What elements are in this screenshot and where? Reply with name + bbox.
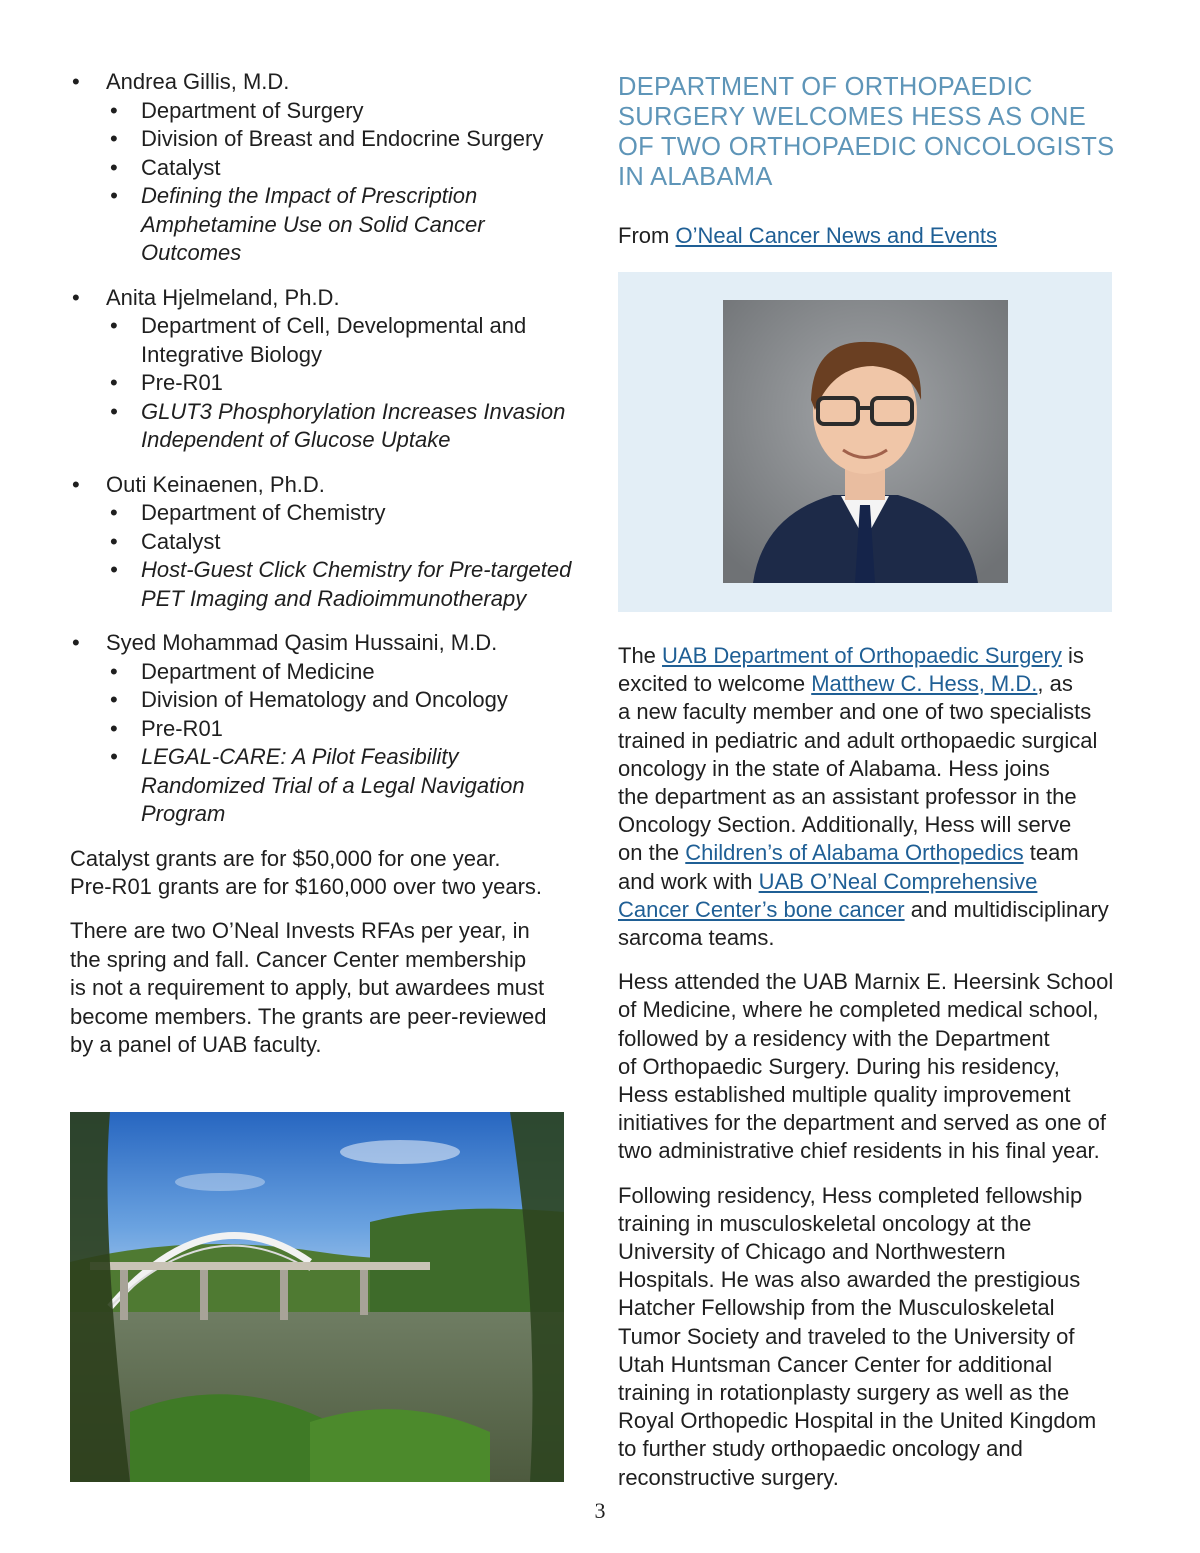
bullet: • [72, 630, 80, 655]
awardee-detail: Catalyst [141, 154, 221, 180]
awardee-detail: Pre-R01 [141, 370, 223, 395]
page-number: 3 [594, 1498, 606, 1523]
project-title: • GLUT3 Phosphorylation Increases Invasion Independent of Glucose Uptake [110, 398, 566, 452]
right-column [618, 72, 1138, 1508]
left-column [70, 68, 590, 1075]
project-title: • Defining the Impact of Prescription Amphetamine Use on Solid Cancer Outcomes [110, 183, 485, 265]
awardee-list [70, 68, 590, 829]
article-paragraph-3: Following residency, Hess completed fellowship training in musculoskeletal oncology at the University of Chicago and Northwestern Hospitals. He was also awarded the prestigious Hatcher Fellowship from the Musculoskeletal Tumor Society and traveled to the University of Utah Huntsman Cancer Center for additional training in rotationplasty surgery as well as the Royal Orthopedic Hospital in the United Kingdom to further study orthopaedic oncology and reconstructive surgery. [618, 1182, 1097, 1490]
awardee-name: Outi Keinaenen, Ph.D. [106, 471, 325, 497]
matthew-hess-link[interactable]: Matthew C. Hess, M.D. [811, 671, 1038, 697]
awardee-detail: Pre-R01 [141, 715, 223, 741]
awardee-detail: Department of Chemistry [141, 500, 386, 525]
orthopaedic-surgery-link[interactable]: UAB Department of Orthopaedic Surgery [662, 643, 1062, 668]
awardee-name: Andrea Gillis, M.D. [106, 69, 290, 94]
awardee-detail: Division of Breast and Endocrine Surgery [141, 126, 544, 151]
bullet: • [72, 284, 80, 310]
rfa-paragraph: There are two O’Neal Invests RFAs per year, in the spring and fall. Cancer Center membership is not a requirement to apply, but awardees must become members. The grants are peer-reviewed by a panel of UAB faculty. [70, 918, 547, 1057]
awardee-detail: Department of Medicine [141, 658, 375, 684]
bullet: • [72, 69, 80, 94]
source-link[interactable]: O’Neal Cancer News and Events [675, 223, 998, 248]
awardee-detail: Department of Cell, Developmental and [141, 313, 527, 338]
awardee-name: Anita Hjelmeland, Ph.D. [106, 284, 340, 310]
awardee-detail: Division of Hematology and Oncology [141, 687, 508, 712]
list-item: • Outi Keinaenen, Ph.D. • Department of Chemistry • Catalyst • Host-Guest Click Chemistry for Pre-targeted PET Imaging and Radioimmunotherapy [70, 471, 590, 614]
childrens-orthopedics-link[interactable]: Children’s of Alabama Orthopedics [685, 840, 1024, 866]
list-item: • Anita Hjelmeland, Ph.D. • Department of Cell, Developmental and Integrative Biology • Pre-R01 • GLUT3 Phosphorylation Increases Invasion Independent of Glucose Uptake [70, 284, 590, 455]
article-paragraph-2: Hess attended the UAB Marnix E. Heersink School of Medicine, where he completed medical school, followed by a residency with the Department of Orthopaedic Surgery. During his residency, Hess established multiple quality improvement initiatives for the department and served as one of two administrative chief residents in his final year. [618, 969, 1114, 1164]
awardee-detail: Department of Surgery [141, 97, 364, 123]
project-title: • Host-Guest Click Chemistry for Pre-targeted PET Imaging and Radioimmunotherapy [110, 557, 572, 611]
awardee-detail: Catalyst [141, 528, 221, 554]
bullet: • [72, 471, 80, 497]
bone-cancer-link[interactable]: Cancer Center’s bone cancer [618, 896, 905, 922]
oneal-cancer-center-link[interactable]: UAB O’Neal Comprehensive [758, 868, 1038, 894]
headshot-photo [723, 300, 1008, 583]
list-item: • Andrea Gillis, M.D. • Department of Surgery • Division of Breast and Endocrine Surgery • Catalyst • Defining the Impact of Prescription Amphetamine Use on Solid Cancer Outcomes [70, 68, 590, 268]
list-item: • Syed Mohammad Qasim Hussaini, M.D. • Department of Medicine • Division of Hematology and Oncology • Pre-R01 • LEGAL-CARE: A Pilot Feasibility Randomized Trial of a Legal Navigation Program [70, 629, 590, 829]
photo-frame [618, 272, 1112, 612]
article-source: From O’Neal Cancer News and Events [618, 223, 998, 248]
article-paragraph-1: The UAB Department of Orthopaedic Surgery is excited to welcome Matthew C. Hess, M.D., as a new faculty member and one of two specialists trained in pediatric and adult orthopaedic surgical oncology in the state of Alabama. Hess joins the department as an assistant professor in the Oncology Section. Additionally, Hess will serve on the Children’s of Alabama Orthopedics team and work with UAB O’Neal Comprehensive Cancer Center’s bone cancer and multidisciplinary sarcoma teams. [618, 643, 1109, 951]
article-headline: DEPARTMENT OF ORTHOPAEDIC SURGERY WELCOMES HESS AS ONE OF TWO ORTHOPAEDIC ONCOLOGISTS IN ALABAMA [618, 73, 1115, 191]
project-title: • LEGAL-CARE: A Pilot Feasibility Randomized Trial of a Legal Navigation Program [110, 744, 525, 826]
bridge-photo [70, 1112, 564, 1482]
grants-paragraph: Catalyst grants are for $50,000 for one year. Pre-R01 grants are for $160,000 over two years. [70, 845, 543, 899]
awardee-name: Syed Mohammad Qasim Hussaini, M.D. [106, 630, 498, 655]
